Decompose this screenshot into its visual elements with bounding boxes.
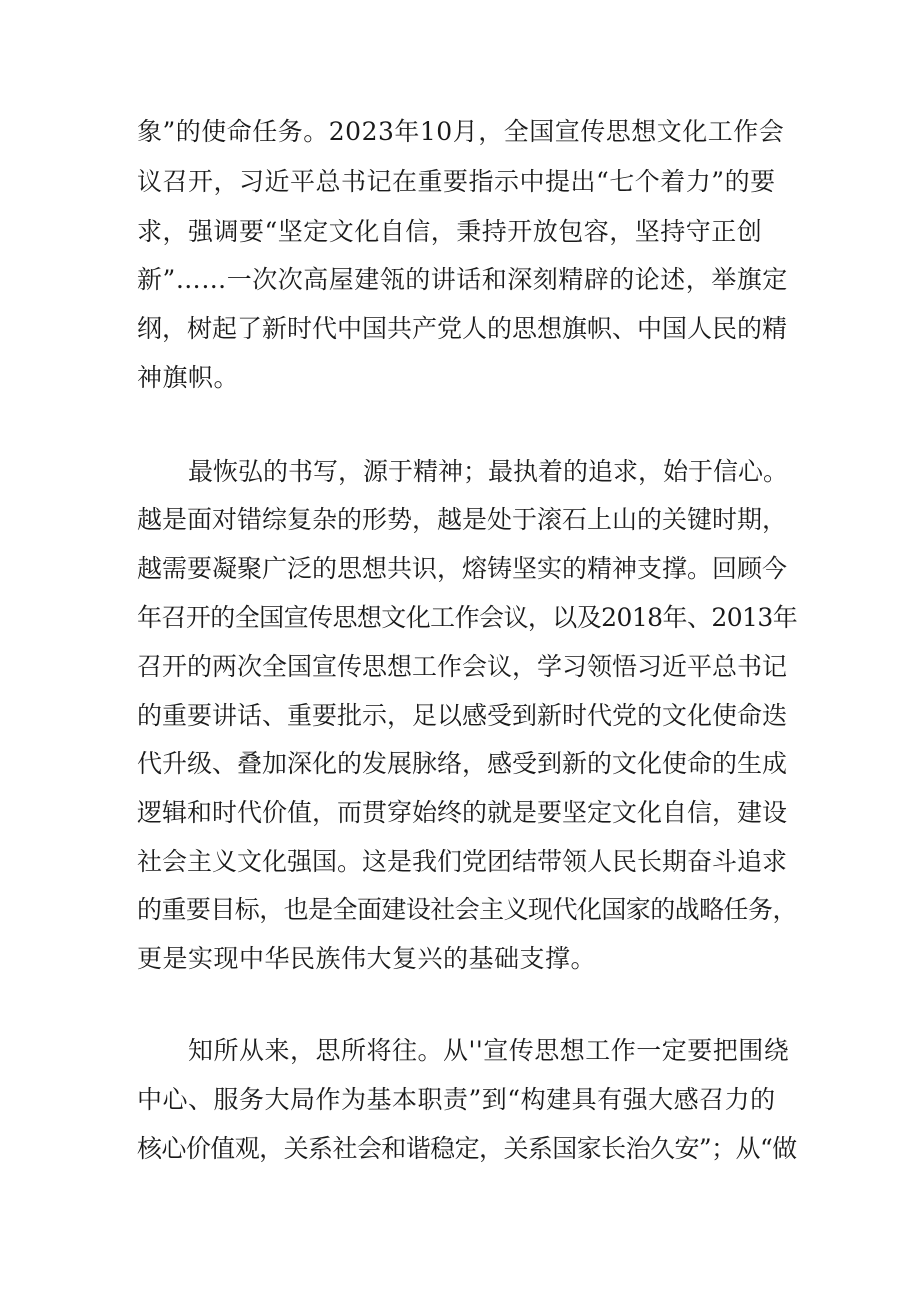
paragraph-1-line-4: 新”……一次次高屋建瓴的讲话和深刻精辟的论述，举旗定 [137, 265, 788, 294]
paragraph-2-line-7: 代升级、叠加深化的发展脉络，感受到新的文化使命的生成 [137, 749, 788, 778]
paragraph-2-line-9: 社会主义文化强国。这是我们党团结带领人民长期奋斗追求 [137, 847, 788, 876]
paragraph-2-line-1: 最恢弘的书写，源于精神；最执着的追求，始于信心。 [188, 457, 789, 486]
paragraph-1-line-3: 求，强调要“坚定文化自信，秉持开放包容，坚持守正创 [137, 217, 763, 246]
paragraph-3-line-2: 中心、服务大局作为基本职责”到“构建具有强大感召力的 [137, 1085, 776, 1114]
paragraph-2-line-4: 年召开的全国宣传思想文化工作会议，以及2018年、2013年 [137, 603, 798, 632]
paragraph-2-line-10: 的重要目标，也是全面建设社会主义现代化国家的战略任务， [137, 895, 797, 924]
paragraph-1-line-1: 象”的使命任务。2023年10月，全国宣传思想文化工作会 [137, 117, 785, 146]
paragraph-1-line-5: 纲，树起了新时代中国共产党人的思想旗帜、中国人民的精 [137, 314, 788, 343]
paragraph-2-line-5: 召开的两次全国宣传思想工作会议，学习领悟习近平总书记 [137, 652, 788, 681]
paragraph-3-line-1: 知所从来，思所将往。从''宣传思想工作一定要把围绕 [188, 1036, 790, 1065]
paragraph-2-line-2: 越是面对错综复杂的形势，越是处于滚石上山的关键时期， [137, 505, 788, 534]
paragraph-1-line-6: 神旗帜。 [137, 363, 240, 392]
paragraph-2-line-6: 的重要讲话、重要批示，足以感受到新时代党的文化使命迭 [137, 701, 788, 730]
paragraph-1-line-2: 议召开，习近平总书记在重要指示中提出“七个着力”的要 [137, 167, 776, 196]
paragraph-2-line-8: 逻辑和时代价值，而贯穿始终的就是要坚定文化自信，建设 [137, 798, 788, 827]
paragraph-3-line-3: 核心价值观，关系社会和谐稳定，关系国家长治久安”；从“做 [137, 1134, 797, 1163]
paragraph-2-line-3: 越需要凝聚广泛的思想共识，熔铸坚实的精神支撑。回顾今 [137, 554, 788, 583]
paragraph-2-line-11: 更是实现中华民族伟大复兴的基础支撑。 [137, 944, 597, 973]
